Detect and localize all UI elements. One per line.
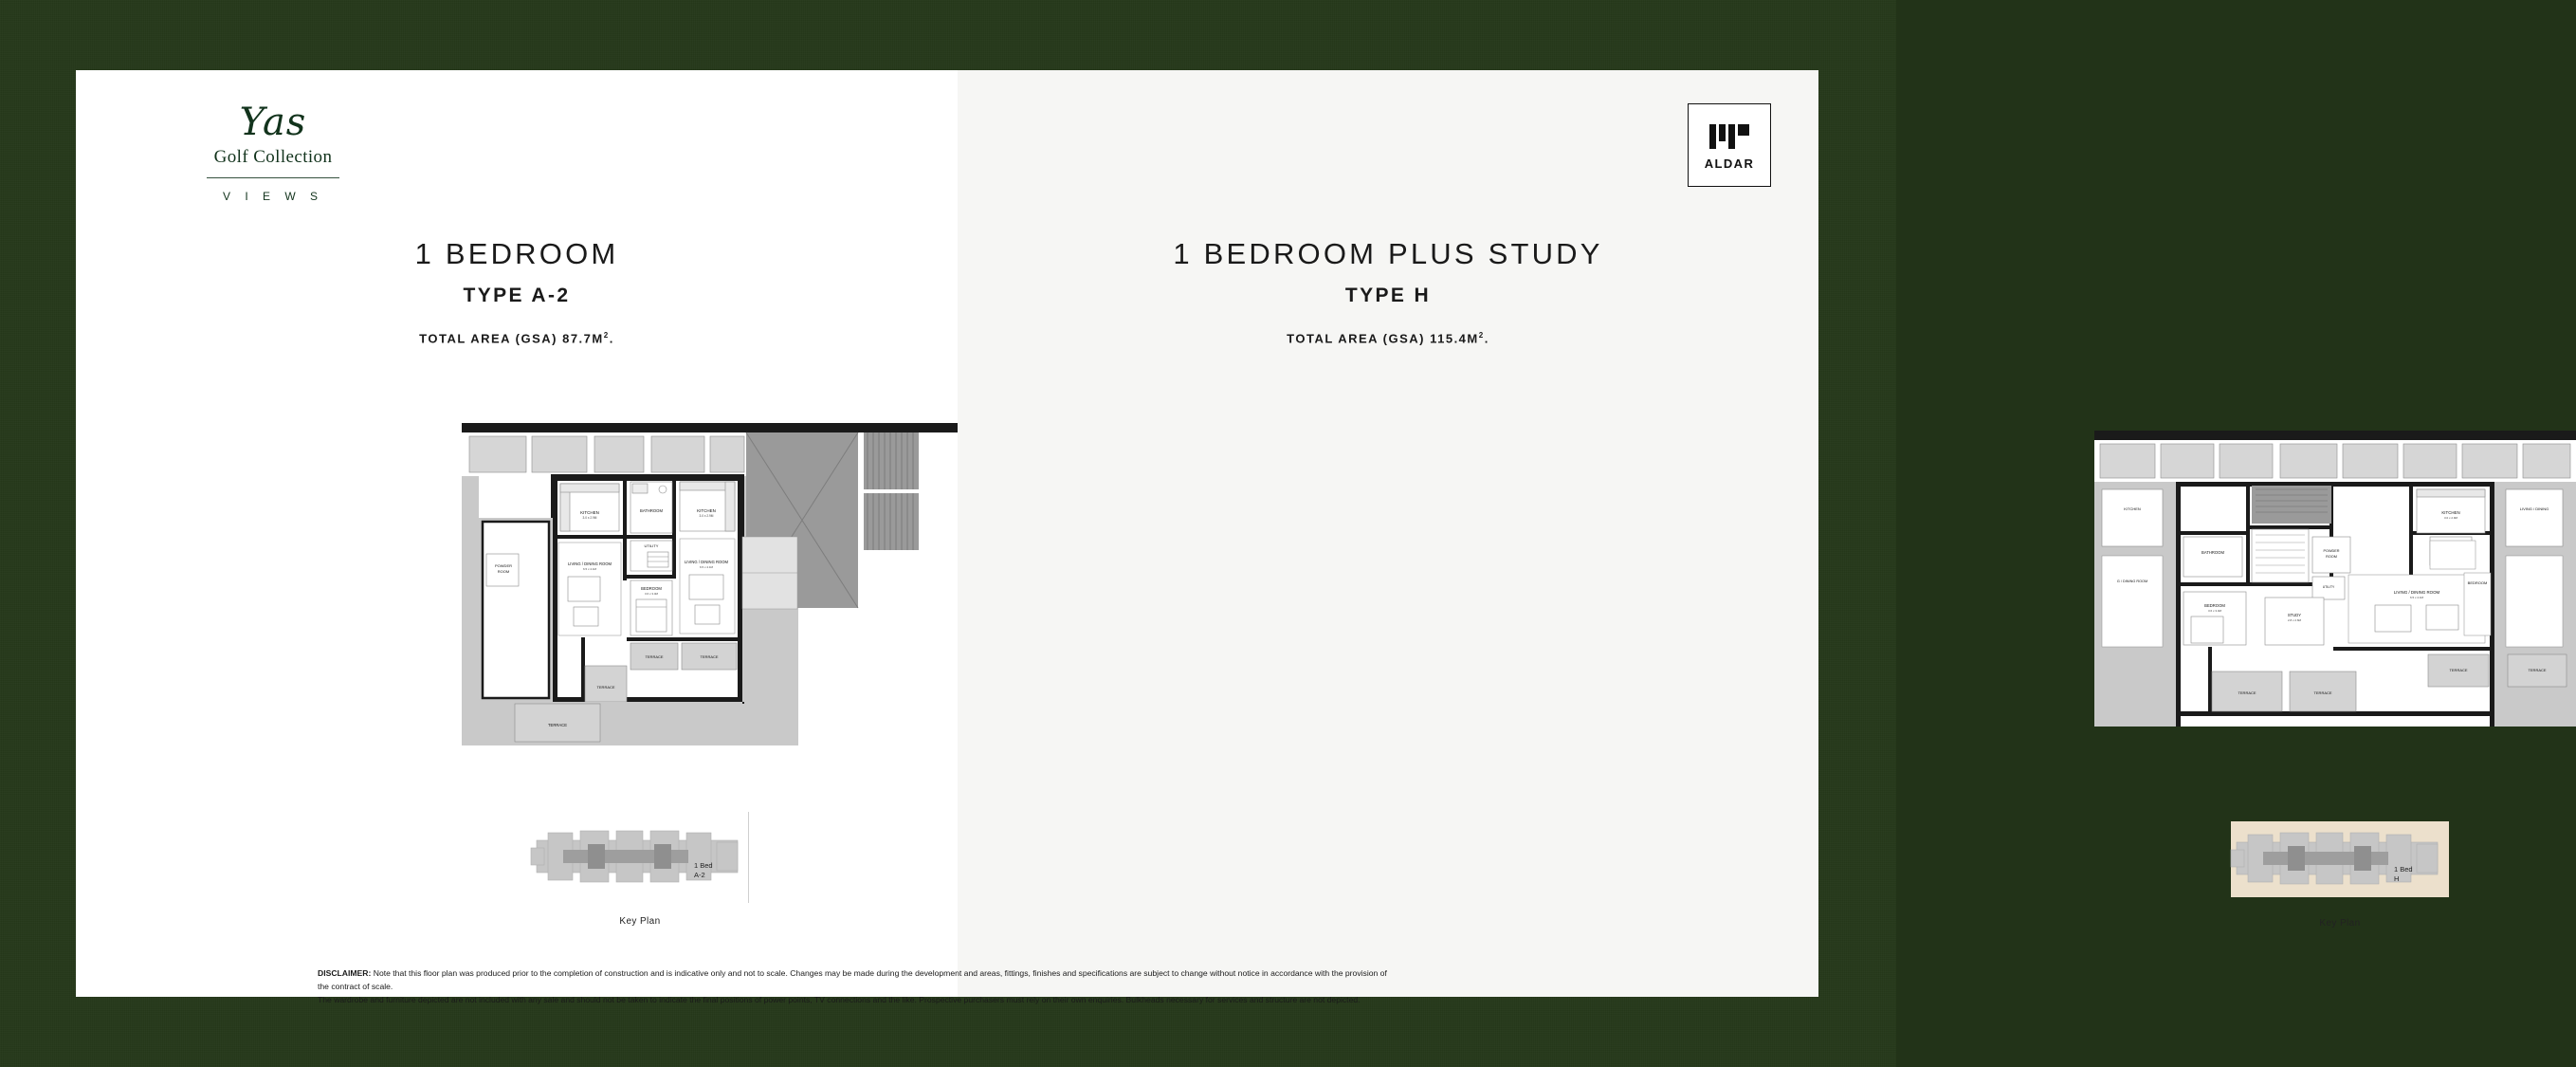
svg-text:BATHROOM: BATHROOM bbox=[2201, 550, 2224, 555]
brand-divider bbox=[207, 177, 339, 178]
svg-text:3.6 x 3.4M: 3.6 x 3.4M bbox=[644, 592, 659, 596]
svg-text:LIVING / DINING ROOM: LIVING / DINING ROOM bbox=[2393, 590, 2440, 595]
total-area-text: TOTAL AREA (GSA) 87.7M bbox=[419, 331, 604, 346]
svg-text:POWDER: POWDER bbox=[495, 563, 512, 568]
svg-text:BEDROOM: BEDROOM bbox=[641, 586, 662, 591]
brand-script-text: Yas bbox=[239, 101, 307, 144]
svg-text:LIVING / DINING ROOM: LIVING / DINING ROOM bbox=[684, 560, 729, 564]
svg-text:3.0 x 2.9M: 3.0 x 2.9M bbox=[2443, 516, 2458, 520]
svg-text:6.5 x 4.1M: 6.5 x 4.1M bbox=[699, 565, 714, 569]
floorplan-right bbox=[2094, 431, 2576, 739]
keyplan-left bbox=[531, 819, 749, 927]
svg-text:STUDY: STUDY bbox=[2287, 613, 2302, 617]
area-suffix: . bbox=[609, 331, 614, 346]
svg-text:KITCHEN: KITCHEN bbox=[580, 510, 599, 515]
svg-text:TERRACE: TERRACE bbox=[2449, 668, 2468, 672]
keyplan-left-diagram bbox=[531, 819, 749, 895]
keyplan-right-label bbox=[2394, 865, 2413, 884]
svg-text:BATHROOM: BATHROOM bbox=[640, 508, 663, 513]
logo-bar-4 bbox=[1738, 124, 1749, 136]
svg-text:TERRACE: TERRACE bbox=[645, 654, 664, 659]
floorplan-right-drawing bbox=[2094, 431, 2576, 739]
svg-text:POWDER: POWDER bbox=[2323, 549, 2340, 553]
right-titles bbox=[958, 237, 1818, 345]
disclaimer bbox=[318, 966, 1398, 1007]
left-titles bbox=[76, 237, 958, 345]
svg-text:TERRACE: TERRACE bbox=[2238, 690, 2256, 695]
svg-text:G / DINING ROOM: G / DINING ROOM bbox=[2116, 579, 2148, 583]
panel-left-1-bedroom bbox=[76, 70, 958, 997]
svg-text:BEDROOM: BEDROOM bbox=[2204, 603, 2225, 608]
svg-text:TERRACE: TERRACE bbox=[547, 723, 568, 727]
brochure-sheet bbox=[76, 70, 2549, 1005]
floorplan-left-drawing bbox=[462, 423, 959, 760]
unit-type-label: TYPE A-2 bbox=[463, 285, 571, 306]
logo-bar-3 bbox=[1728, 124, 1735, 149]
brand-logo bbox=[188, 103, 358, 203]
svg-text:3.6 x 3.4M: 3.6 x 3.4M bbox=[2207, 609, 2222, 613]
keyplan-left-divider bbox=[748, 812, 749, 903]
disclaimer-line1: Note that this floor plan was produced prior to the completion of construction and is indicative only and not to scale. Changes may be made during the development and areas, fittings, finishes and specifications are subject to change without notice in accordance with the provision of the contract of scale. bbox=[318, 968, 1387, 992]
svg-text:KITCHEN: KITCHEN bbox=[2124, 506, 2141, 511]
svg-text:TERRACE: TERRACE bbox=[2313, 690, 2332, 695]
svg-text:2.8 x 2.6M: 2.8 x 2.6M bbox=[2287, 618, 2302, 622]
keyplan-left-label bbox=[694, 861, 713, 880]
aldar-logo bbox=[1688, 103, 1771, 187]
svg-text:UTILITY: UTILITY bbox=[2322, 585, 2335, 589]
disclaimer-line2: The wardrobe and furniture depicted are not included with any sale and should not be taken to indicate the final positions of power points, TV connections and the like. Prospective purchasers must rely on their own enquiries. Bulkheads necessary for services and structure are not depicted. bbox=[318, 995, 1361, 1005]
logo-bar-1 bbox=[1709, 124, 1716, 149]
total-area-text-right: TOTAL AREA (GSA) 115.4M bbox=[1287, 331, 1479, 346]
area-superscript: 2 bbox=[603, 331, 610, 340]
panel-right-1-bedroom-plus-study bbox=[958, 70, 2549, 997]
total-area-label-right bbox=[958, 331, 1818, 345]
svg-text:6.5 x 4.1M: 6.5 x 4.1M bbox=[2409, 596, 2424, 599]
page-title-right: 1 BEDROOM PLUS STUDY bbox=[1173, 237, 1603, 270]
aldar-logo-text: ALDAR bbox=[1704, 156, 1755, 171]
svg-text:TERRACE: TERRACE bbox=[596, 685, 615, 690]
svg-text:TERRACE: TERRACE bbox=[700, 654, 719, 659]
svg-text:BEDROOM: BEDROOM bbox=[2467, 580, 2488, 585]
svg-text:LIVING / DINING ROOM: LIVING / DINING ROOM bbox=[567, 561, 612, 566]
unit-type-label-right: TYPE H bbox=[1344, 285, 1432, 306]
svg-text:UTILITY: UTILITY bbox=[644, 543, 659, 548]
page-title: 1 BEDROOM bbox=[414, 237, 619, 270]
keyplan-left-caption: Key Plan bbox=[619, 916, 661, 927]
total-area-label bbox=[76, 331, 958, 345]
svg-text:KITCHEN: KITCHEN bbox=[2441, 510, 2460, 515]
floorplan-left bbox=[462, 423, 959, 760]
svg-text:6.5 x 4.1M: 6.5 x 4.1M bbox=[582, 567, 597, 571]
brand-views-text: V I E W S bbox=[222, 190, 323, 203]
keyplan-left-label-line2: A-2 bbox=[694, 871, 705, 880]
aldar-logo-mark bbox=[1709, 120, 1749, 149]
area-suffix-right: . bbox=[1484, 331, 1489, 346]
logo-bar-2 bbox=[1719, 124, 1726, 141]
svg-text:TERRACE: TERRACE bbox=[2528, 668, 2547, 672]
keyplan-right-figure bbox=[2231, 821, 2449, 897]
area-superscript-right: 2 bbox=[1478, 331, 1485, 340]
keyplan-right-caption: Key Plan bbox=[2319, 918, 2361, 929]
brand-subtitle: Golf Collection bbox=[213, 147, 333, 167]
svg-text:ROOM: ROOM bbox=[497, 569, 510, 574]
svg-text:KITCHEN: KITCHEN bbox=[697, 508, 716, 513]
svg-text:LIVING / DINING: LIVING / DINING bbox=[2519, 506, 2549, 511]
keyplan-right-diagram bbox=[2231, 821, 2449, 897]
keyplan-right-label-line1: 1 Bed bbox=[2394, 865, 2413, 874]
keyplan-left-figure bbox=[531, 819, 749, 895]
disclaimer-prefix: DISCLAIMER: bbox=[318, 968, 372, 978]
keyplan-left-label-line1: 1 Bed bbox=[694, 861, 713, 870]
svg-text:3.0 x 2.9M: 3.0 x 2.9M bbox=[582, 516, 597, 520]
svg-text:ROOM: ROOM bbox=[2326, 555, 2337, 559]
svg-text:3.0 x 2.9M: 3.0 x 2.9M bbox=[699, 514, 714, 518]
keyplan-right-label-line2: H bbox=[2394, 874, 2400, 884]
keyplan-right bbox=[2231, 821, 2449, 929]
